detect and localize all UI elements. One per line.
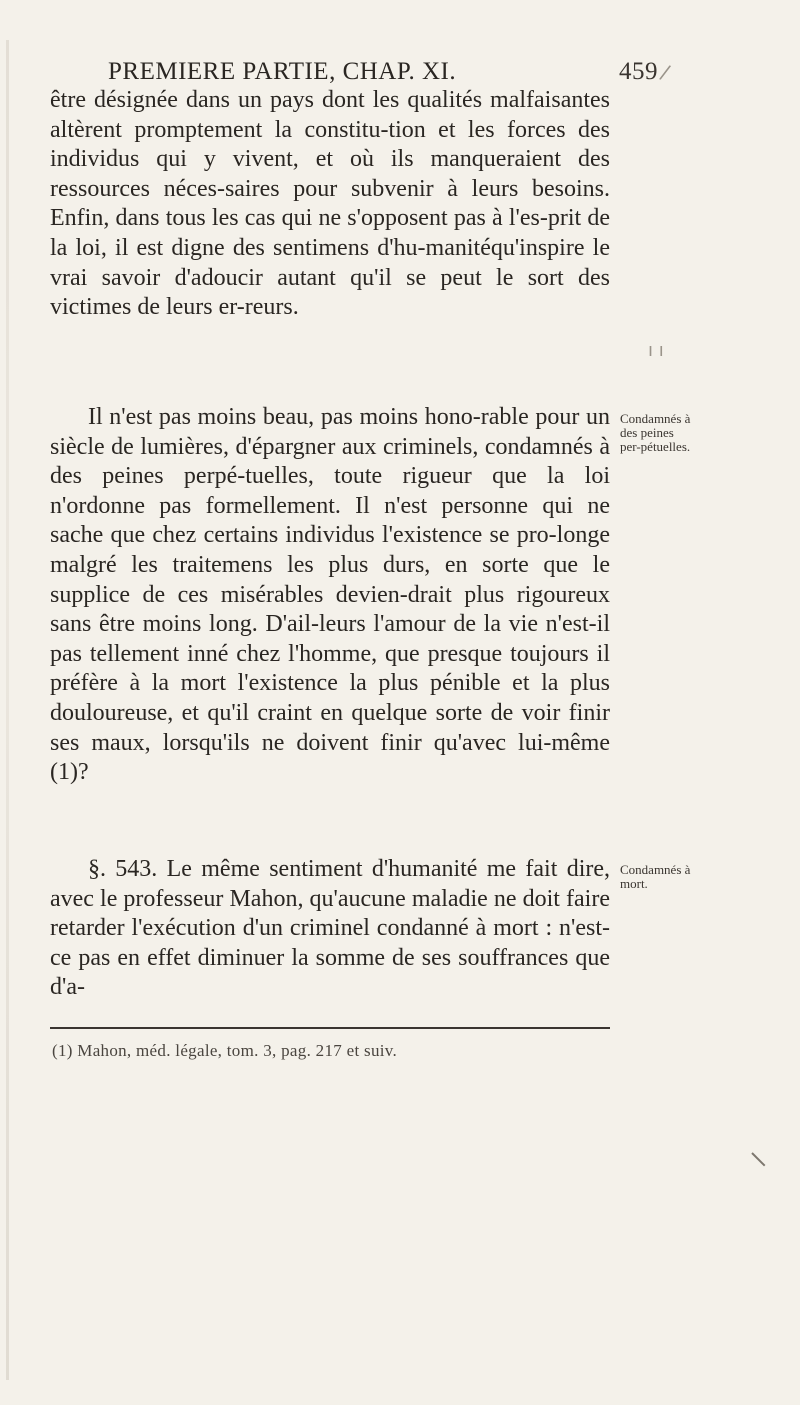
running-header bbox=[98, 58, 658, 86]
margin-note-death-sentence: Condamnés à mort. bbox=[620, 862, 691, 891]
ink-speck: / bbox=[658, 59, 673, 85]
footnote: (1) Mahon, méd. légale, tom. 3, pag. 217 et suiv. bbox=[52, 1041, 398, 1060]
ink-speck: ı ı bbox=[648, 340, 664, 361]
running-title: PREMIERE PARTIE, CHAP. XI. bbox=[108, 58, 457, 85]
page-binding-edge bbox=[6, 40, 9, 1380]
page-number: 459 bbox=[619, 58, 658, 85]
paragraph-perpetual-sentences: Il n'est pas moins beau, pas moins hono-rable pour un siècle de lumières, d'épargner aux criminels, condamnés à des peines perpé-tuelles, toute rigueur que la loi n'ordonne pas formellement. Il n'est personne qui ne sache que chez certains individus l'existence se pro-longe malgré les traitemens les plus durs, en sorte que le supplice de ces misérables devien-drait plus rigoureux sans être moins long. D'ail-leurs l'amour de la vie n'est-il pas tellement inné chez l'homme, que presque toujours il préfère à la mort l'existence la plus pénible et la plus douloureuse, et qu'il craint en quelque sorte de voir finir ses maux, lorsqu'ils ne doivent finir qu'avec lui-même (1)? bbox=[50, 404, 610, 786]
pencil-mark bbox=[751, 1152, 765, 1166]
paragraph-section-543: §. 543. Le même sentiment d'humanité me fait dire, avec le professeur Mahon, qu'aucune maladie ne doit faire retarder l'exécution d'un criminel condanné à mort : n'est-ce pas en effet diminuer la somme de ses souffrances que d'a- bbox=[50, 856, 610, 1001]
paragraph-continuation: être désignée dans un pays dont les qualités malfaisantes altèrent promptement la constitu-tion et les forces des individus qui y vivent, et où ils manqueraient des ressources néces-saires pour subvenir à leurs besoins. Enfin, dans tous les cas qui ne s'opposent pas à l'es-prit de la loi, il est digne des sentimens d'hu-manitéqu'inspire le vrai savoir d'adoucir autant qu'il se peut le sort des victimes de leurs er-reurs. bbox=[50, 87, 610, 321]
footnote-divider bbox=[50, 1027, 610, 1029]
margin-note-perpetual-sentences: Condamnés à des peines per-pétuelles. bbox=[620, 411, 691, 454]
